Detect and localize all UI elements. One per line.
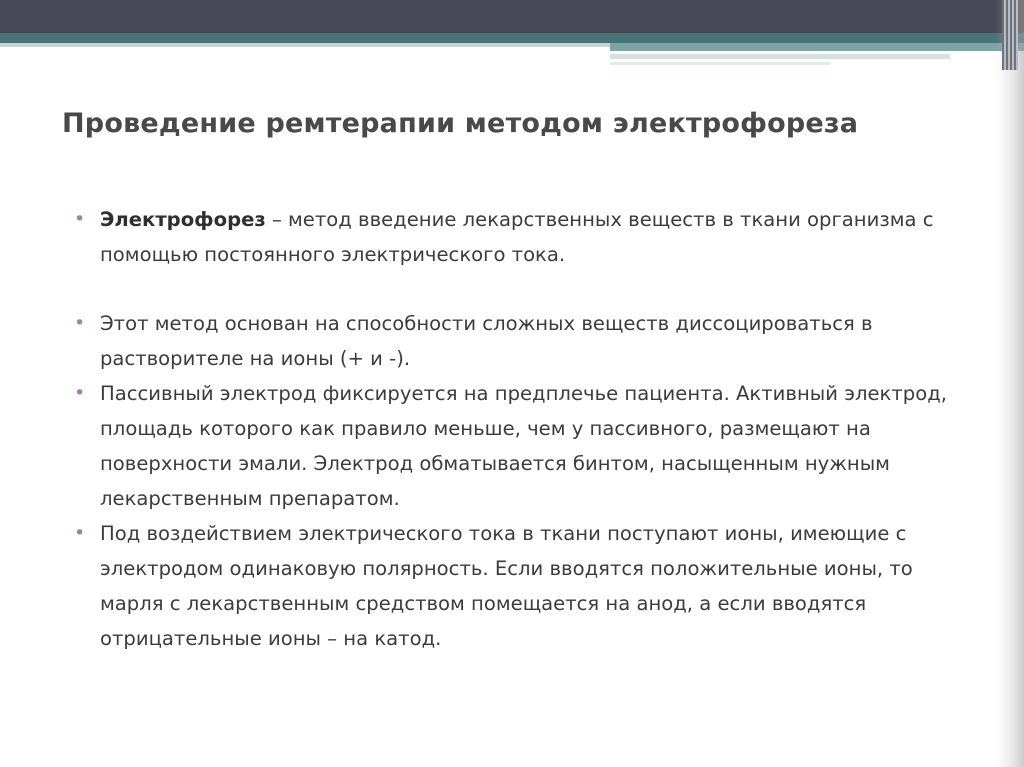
page-edge-lines	[1002, 0, 1018, 70]
bullet-item	[72, 516, 977, 656]
header-band-light-accent	[610, 54, 950, 59]
bullet-dot-icon: •	[74, 208, 86, 230]
slide-title: Проведение ремтерапии методом электрофореза	[62, 108, 859, 139]
bullet-item	[72, 376, 977, 516]
bullet-dot-icon: •	[74, 312, 86, 334]
bullet-text: Под воздействием электрического тока в ткани поступают ионы, имеющие с электродом одинаковую полярность. Если вводятся положительные ионы, то марля с лекарственным средством помещается на анод, а если вводятся отрицательные ионы – на катод.	[100, 522, 913, 650]
bullet-dot-icon: •	[74, 522, 86, 544]
header-band-light-accent-2	[610, 62, 830, 65]
bullet-text: – метод введение лекарственных веществ в ткани организма с помощью постоянного электрического тока.	[100, 208, 934, 266]
page-edge-shadow	[996, 0, 1024, 767]
header-band-dark	[0, 0, 1024, 33]
bullet-text: Этот метод основан на способности сложных веществ диссоцироваться в растворителе на ионы (+ и -).	[100, 312, 873, 370]
header-band-teal	[0, 33, 1024, 43]
bullet-dot-icon: •	[74, 382, 86, 404]
bullet-item	[72, 306, 977, 376]
header-band-light	[0, 43, 610, 47]
bullet-item	[72, 202, 977, 272]
bullet-list	[72, 202, 977, 656]
bullet-term: Электрофорез	[100, 208, 266, 231]
header-band-teal-accent	[610, 43, 1024, 51]
bullet-text: Пассивный электрод фиксируется на предплечье пациента. Активный электрод, площадь которого как правило меньше, чем у пассивного, размещают на поверхности эмали. Электрод обматывается бинтом, насыщенным нужным лекарственным препаратом.	[100, 382, 947, 510]
